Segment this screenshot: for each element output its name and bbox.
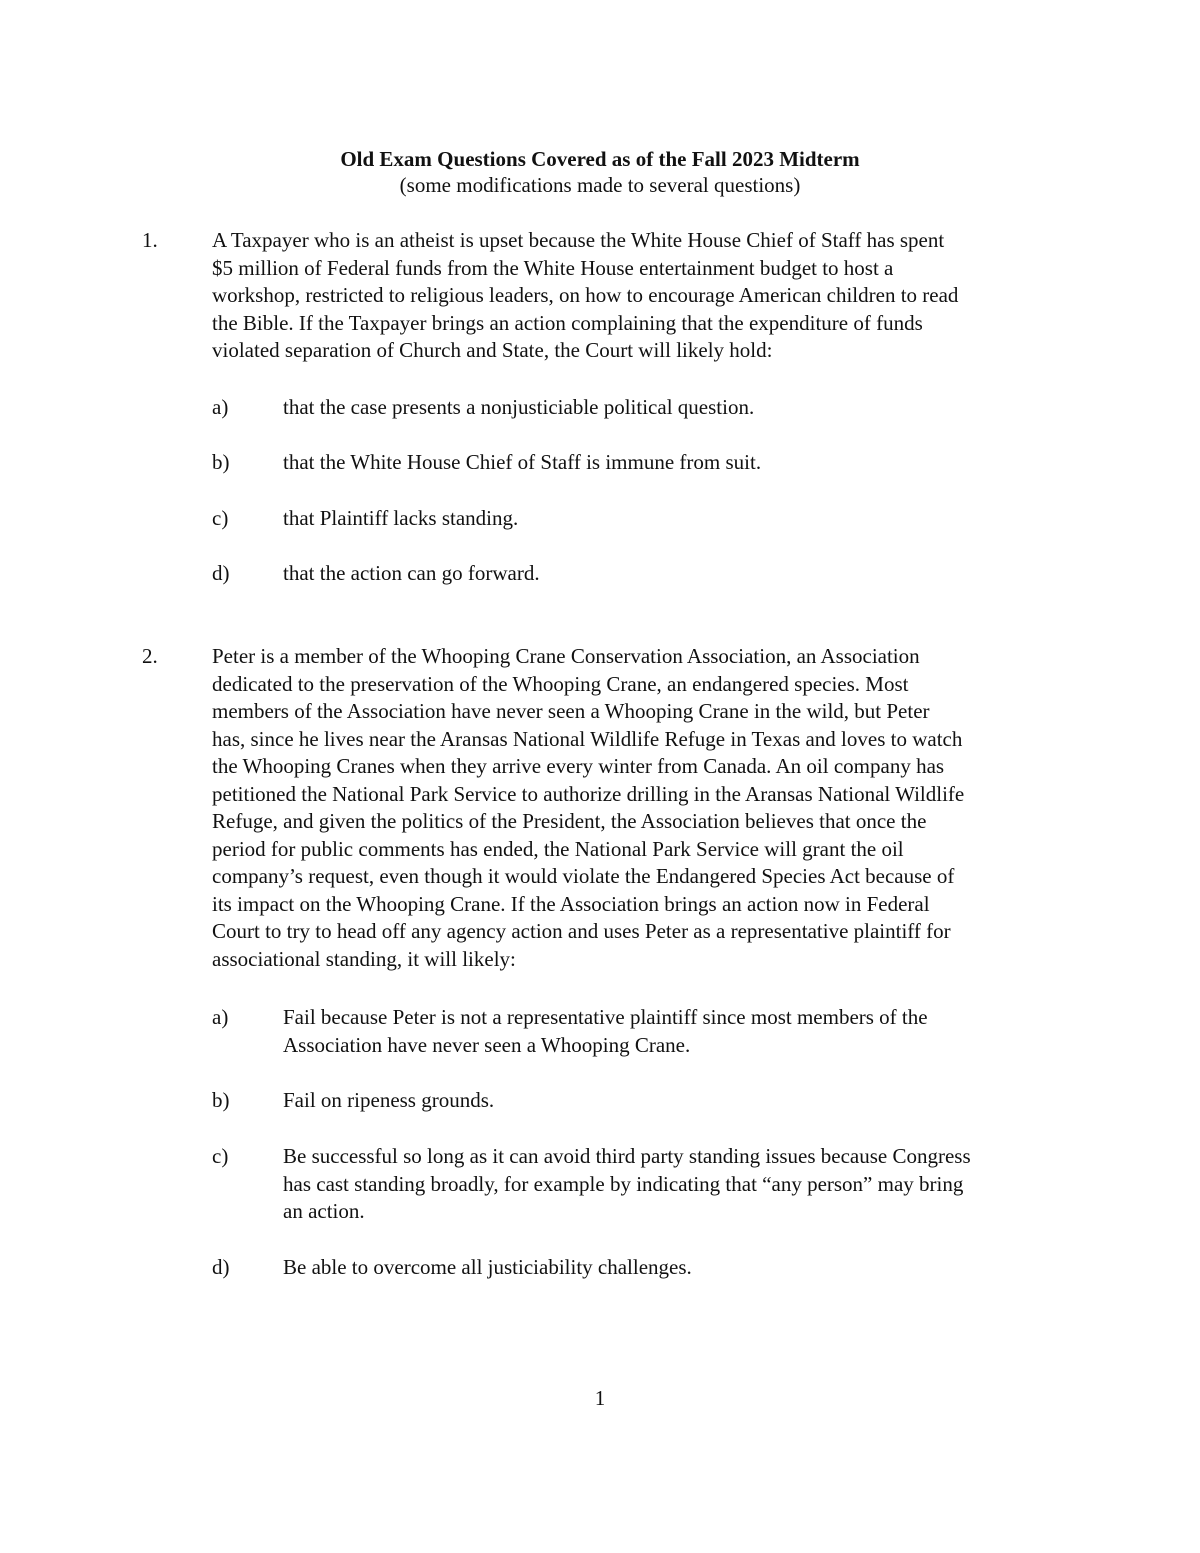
option-line: that the White House Chief of Staff is immune from suit. [283, 450, 762, 474]
question-2-option-c-text [283, 1143, 1073, 1226]
option-line: has cast standing broadly, for example by indicating that “any person” may bring [283, 1171, 964, 1196]
question-2-line: Peter is a member of the Whooping Crane Conservation Association, an Association [212, 644, 920, 668]
question-1-option-d-text [283, 560, 1073, 588]
question-1-option-a-label: a) [212, 395, 229, 419]
option-line: Be successful so long as it can avoid third party standing issues because Congress [283, 1144, 971, 1168]
option-line: Be able to overcome all justiciability challenges. [283, 1255, 692, 1279]
question-1-option-b-text [283, 449, 1073, 477]
question-1-option-d-label: d) [212, 561, 230, 585]
question-2-option-b-text [283, 1087, 1073, 1115]
question-2-option-d-label: d) [212, 1255, 230, 1279]
question-1-line: A Taxpayer who is an atheist is upset because the White House Chief of Staff has spent [212, 228, 945, 252]
option-line: an action. [283, 1199, 365, 1223]
question-2-line: the Whooping Cranes when they arrive every winter from Canada. An oil company has [212, 754, 945, 778]
question-1-number: 1. [142, 228, 158, 252]
question-2-option-d-text [283, 1254, 1073, 1282]
option-line: that the case presents a nonjusticiable political question. [283, 395, 755, 419]
option-line: Fail because Peter is not a representative plaintiff since most members of the [283, 1005, 928, 1029]
question-1-line: $5 million of Federal funds from the White House entertainment budget to host a [212, 255, 894, 280]
question-2-line: associational standing, it will likely: [212, 946, 516, 971]
page-number: 1 [594, 1386, 606, 1410]
option-line: that the action can go forward. [283, 561, 540, 585]
question-2-line: company’s request, even though it would violate the Endangered Species Act because of [212, 864, 955, 888]
option-line: Fail on ripeness grounds. [283, 1088, 495, 1112]
question-2-line: members of the Association have never seen a Whooping Crane in the wild, but Peter [212, 699, 930, 723]
question-1-line: workshop, restricted to religious leaders, on how to encourage American children to read [212, 283, 959, 307]
question-2-line: its impact on the Whooping Crane. If the Association brings an action now in Federal [212, 891, 930, 916]
question-2-line: has, since he lives near the Aransas National Wildlife Refuge in Texas and loves to watch [212, 726, 963, 751]
question-1-option-a-text [283, 394, 1073, 422]
option-line: Association have never seen a Whooping Crane. [283, 1032, 691, 1057]
question-1-text [212, 227, 1072, 365]
question-2-option-b-label: b) [212, 1088, 230, 1112]
question-1-line: violated separation of Church and State, the Court will likely hold: [212, 338, 773, 362]
question-2-option-a-label: a) [212, 1005, 229, 1029]
question-2-option-a-text [283, 1004, 1073, 1059]
question-2-text [212, 643, 1072, 973]
question-2-line: Refuge, and given the politics of the President, the Association believes that once the [212, 809, 927, 833]
question-2-line: period for public comments has ended, the National Park Service will grant the oil [212, 836, 904, 861]
option-line: that Plaintiff lacks standing. [283, 506, 519, 530]
question-1-option-c-text [283, 505, 1073, 533]
document-title: Old Exam Questions Covered as of the Fall 2023 Midterm [340, 147, 860, 171]
question-1-option-c-label: c) [212, 506, 229, 530]
question-1-option-b-label: b) [212, 450, 230, 474]
question-2-line: Court to try to head off any agency action and uses Peter as a representative plaintiff for [212, 919, 951, 943]
question-2-line: dedicated to the preservation of the Whooping Crane, an endangered species. Most [212, 671, 909, 696]
question-1-line: the Bible. If the Taxpayer brings an action complaining that the expenditure of funds [212, 310, 923, 335]
question-2-line: petitioned the National Park Service to authorize drilling in the Aransas National Wildlife [212, 781, 965, 806]
question-2-number: 2. [142, 644, 158, 668]
document-subtitle: (some modifications made to several questions) [399, 173, 801, 197]
question-2-option-c-label: c) [212, 1144, 229, 1168]
